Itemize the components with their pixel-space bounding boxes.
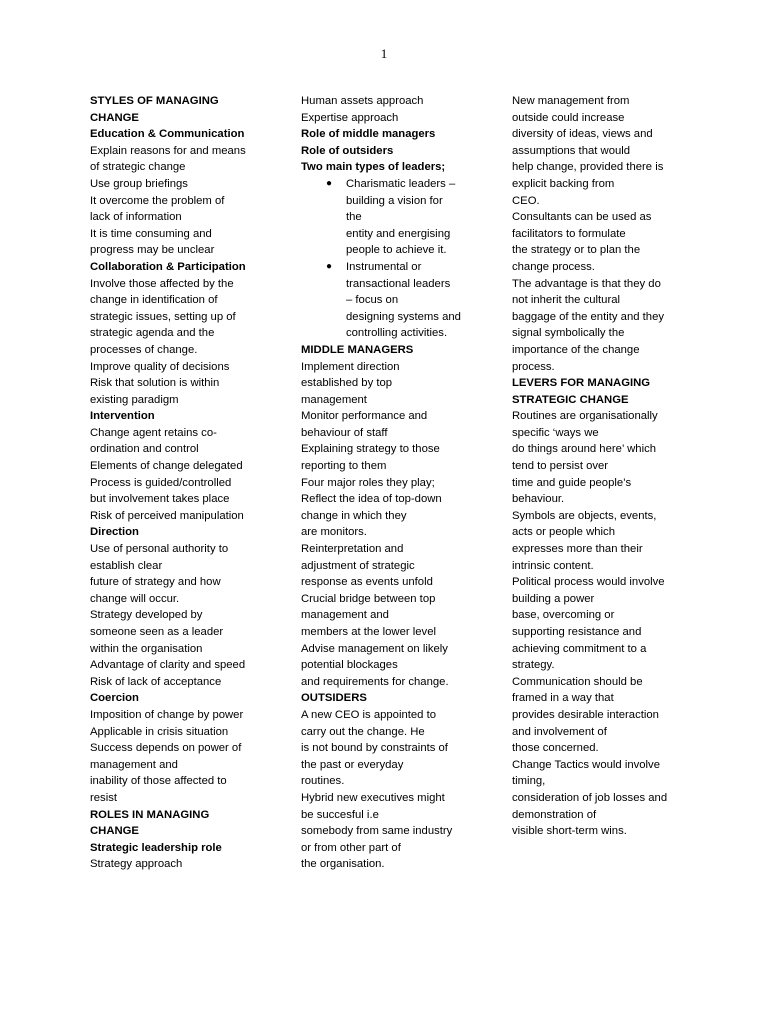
line-text: MIDDLE MANAGERS [301,343,414,356]
line-text: Hybrid new executives might [301,791,445,804]
text-line [512,143,692,160]
text-line [301,392,477,409]
line-text: Role of middle managers [301,128,436,141]
text-line [512,591,692,608]
line-text: Use group briefings [90,177,188,190]
text-line [90,541,270,558]
section-heading [90,93,270,110]
line-text: within the organisation [90,642,203,655]
line-text: inability of those affected to [90,775,227,788]
bullet-icon: ● [326,260,333,272]
line-text: Symbols are objects, events, [512,509,657,522]
text-line [512,309,692,326]
text-line [512,657,692,674]
line-text: Human assets approach [301,95,424,107]
text-line [301,574,477,591]
line-text: Change agent retains co- [90,426,217,439]
bullet-item [301,259,477,276]
text-line [301,757,477,774]
text-line [301,856,477,873]
line-text: strategy. [512,659,555,672]
line-text: establish clear [90,559,163,572]
text-line [90,508,270,525]
text-line [301,773,477,790]
line-text: strategic issues, setting up of [90,310,236,323]
line-text: or from other part of [301,841,401,854]
text-line [301,541,477,558]
line-text: change will occur. [90,592,180,605]
section-heading [90,408,270,425]
line-text: Strategy approach [90,858,183,871]
line-text: specific ‘ways we [512,426,599,439]
line-text: STRATEGIC CHANGE [512,393,629,406]
line-text: signal symbolically the [512,327,625,340]
line-text: management and [301,609,389,622]
text-line [512,607,692,624]
text-line [512,674,692,691]
text-column-3 [512,93,692,840]
line-text: Strategy developed by [90,609,203,622]
text-line [301,276,477,293]
text-line [512,807,692,824]
text-line [301,624,477,641]
line-text: acts or people which [512,526,615,539]
line-text: Elements of change delegated [90,460,243,473]
line-text: New management from [512,95,630,107]
text-line [512,408,692,425]
line-text: the [346,211,362,224]
line-text: Crucial bridge between top [301,592,436,605]
section-heading [90,840,270,857]
text-line [90,159,270,176]
text-line [301,524,477,541]
text-line [301,408,477,425]
text-line [90,740,270,757]
line-text: Two main types of leaders; [301,161,446,174]
text-line [90,491,270,508]
text-line [301,591,477,608]
text-line [90,392,270,409]
text-line [301,475,477,492]
line-text: Reinterpretation and [301,543,404,556]
text-line [301,93,477,110]
line-text: is not bound by constraints of [301,742,448,755]
line-text: diversity of ideas, views and [512,128,653,141]
line-text: Advantage of clarity and speed [90,659,246,672]
text-line [90,176,270,193]
line-text: Reflect the idea of top-down [301,493,442,506]
text-line [512,757,692,774]
text-line [90,359,270,376]
section-heading [301,342,477,359]
line-text: members at the lower level [301,626,436,638]
text-line [301,674,477,691]
text-line [512,259,692,276]
text-line [90,242,270,259]
text-line [512,226,692,243]
text-line [301,441,477,458]
text-line [90,209,270,226]
line-text: supporting resistance and [512,626,642,638]
line-text: established by top [301,377,393,390]
line-text: A new CEO is appointed to [301,708,437,721]
line-text: achieving commitment to a [512,642,647,655]
section-heading [512,392,692,409]
line-text: Imposition of change by power [90,708,244,721]
text-line [301,375,477,392]
text-line [512,707,692,724]
line-text: people to achieve it. [346,244,447,257]
line-text: Change Tactics would involve [512,758,660,771]
line-text: not inherit the cultural [512,294,621,307]
text-line [90,657,270,674]
text-line [301,641,477,658]
line-text: Routines are organisationally [512,410,658,423]
text-line [301,359,477,376]
text-line [301,325,477,342]
line-text: CHANGE [90,825,139,838]
text-line [512,690,692,707]
line-text: Charismatic leaders – [346,177,456,190]
text-line [301,209,477,226]
text-line [301,226,477,243]
text-line [90,375,270,392]
text-line [301,508,477,525]
line-text: facilitators to formulate [512,227,626,240]
text-line [301,458,477,475]
text-line [90,193,270,210]
text-line [301,425,477,442]
text-line [512,93,692,110]
text-line [90,458,270,475]
text-line [512,276,692,293]
line-text: expresses more than their [512,543,643,556]
text-line [90,607,270,624]
line-text: CHANGE [90,111,139,124]
line-text: controlling activities. [346,327,448,340]
text-column-2 [301,93,477,873]
text-line [512,624,692,641]
line-text: are monitors. [301,526,367,539]
text-line [512,126,692,143]
line-text: Process is guided/controlled [90,476,232,489]
section-heading [90,126,270,143]
line-text: help change, provided there is [512,161,664,174]
line-text: Success depends on power of [90,742,242,755]
line-text: behaviour of staff [301,426,388,439]
line-text: Advise management on likely [301,642,448,655]
line-text: outside could increase [512,111,625,124]
text-line [90,292,270,309]
text-line [90,856,270,873]
line-text: processes of change. [90,343,198,356]
line-text: reporting to them [301,460,387,473]
section-heading [512,375,692,392]
line-text: behaviour. [512,493,565,506]
line-text: the strategy or to plan the [512,244,641,257]
line-text: Monitor performance and [301,410,428,423]
line-text: the past or everyday [301,758,404,771]
line-text: Direction [90,526,139,539]
text-line [512,242,692,259]
text-line [90,641,270,658]
section-heading [90,823,270,840]
text-line [512,740,692,757]
section-heading [90,259,270,276]
section-heading [301,143,477,160]
text-line [90,309,270,326]
text-line [512,724,692,741]
text-line [90,276,270,293]
line-text: resist [90,791,117,804]
line-text: be succesful i.e [301,808,379,821]
text-line [90,226,270,243]
text-line [301,242,477,259]
line-text: Collaboration & Participation [90,260,246,273]
line-text: visible short-term wins. [512,825,627,838]
line-text: but involvement takes place [90,493,230,506]
line-text: explicit backing from [512,177,615,190]
text-line [512,193,692,210]
text-line [512,823,692,840]
text-line [90,707,270,724]
text-line [512,558,692,575]
text-line [512,773,692,790]
text-line [301,840,477,857]
line-text: designing systems and [346,310,461,323]
text-line [90,425,270,442]
line-text: existing paradigm [90,393,179,406]
line-text: CEO. [512,194,540,207]
line-text: and requirements for change. [301,675,449,688]
text-line [301,309,477,326]
text-line [512,541,692,558]
line-text: transactional leaders [346,277,451,290]
text-line [512,441,692,458]
text-line [301,724,477,741]
text-line [301,607,477,624]
line-text: change in identification of [90,294,218,307]
section-heading [90,690,270,707]
text-line [90,475,270,492]
section-heading [90,807,270,824]
line-text: intrinsic content. [512,559,594,572]
text-line [90,342,270,359]
text-line [90,624,270,641]
text-line [301,193,477,210]
line-text: OUTSIDERS [301,692,367,705]
text-line [512,574,692,591]
text-line [90,558,270,575]
line-text: Communication should be [512,675,643,688]
line-text: framed in a way that [512,692,614,705]
text-line [90,674,270,691]
text-line [512,524,692,541]
line-text: Intervention [90,410,155,423]
line-text: The advantage is that they do [512,277,661,290]
line-text: provides desirable interaction [512,708,659,721]
line-text: Instrumental or [346,260,422,273]
text-line [301,657,477,674]
line-text: Role of outsiders [301,144,394,157]
text-line [90,724,270,741]
text-line [512,292,692,309]
line-text: ROLES IN MANAGING [90,808,210,821]
bullet-icon: ● [326,177,333,189]
line-text: strategic agenda and the [90,327,215,340]
line-text: Education & Communication [90,128,245,141]
line-text: Explain reasons for and means [90,144,246,157]
section-heading [301,126,477,143]
text-line [90,574,270,591]
line-text: lack of information [90,211,182,224]
text-line [512,342,692,359]
line-text: those concerned. [512,742,599,755]
text-line [512,491,692,508]
line-text: Strategic leadership role [90,841,222,854]
line-text: STYLES OF MANAGING [90,95,219,107]
text-line [512,790,692,807]
line-text: importance of the change [512,343,640,356]
page-number: 1 [380,46,388,61]
line-text: Political process would involve [512,576,665,589]
line-text: Four major roles they play; [301,476,435,489]
text-line [512,425,692,442]
section-heading [301,690,477,707]
line-text: Involve those affected by the [90,277,234,290]
line-text: baggage of the entity and they [512,310,665,323]
line-text: management [301,393,367,406]
text-line [301,790,477,807]
text-column-1 [90,93,270,873]
line-text: demonstration of [512,808,597,821]
text-line [512,458,692,475]
line-text: building a power [512,592,595,605]
section-heading [90,524,270,541]
line-text: routines. [301,775,345,788]
section-heading [301,159,477,176]
line-text: and involvement of [512,725,607,738]
text-line [512,176,692,193]
text-line [301,491,477,508]
line-text: Risk of perceived manipulation [90,509,244,522]
line-text: Use of personal authority to [90,543,229,556]
line-text: of strategic change [90,161,186,174]
line-text: the organisation. [301,858,385,871]
line-text: someone seen as a leader [90,626,224,638]
text-line [512,159,692,176]
line-text: Expertise approach [301,111,399,124]
line-text: timing, [512,775,546,788]
line-text: somebody from same industry [301,825,453,838]
text-line [301,807,477,824]
line-text: consideration of job losses and [512,791,668,804]
text-line [301,823,477,840]
line-text: Risk of lack of acceptance [90,675,222,688]
line-text: time and guide people’s [512,476,632,489]
text-line [90,773,270,790]
line-text: tend to persist over [512,460,609,473]
text-line [90,591,270,608]
text-line [90,790,270,807]
line-text: potential blockages [301,659,398,672]
line-text: adjustment of strategic [301,559,415,572]
text-line [512,325,692,342]
section-heading [90,110,270,127]
line-text: change process. [512,260,595,273]
line-text: Implement direction [301,360,400,373]
text-line [512,508,692,525]
line-text: base, overcoming or [512,609,615,622]
line-text: entity and energising [346,227,451,240]
line-text: Explaining strategy to those [301,443,440,456]
line-text: Consultants can be used as [512,211,652,224]
text-line [512,110,692,127]
text-line [301,707,477,724]
line-text: response as events unfold [301,576,433,589]
bullet-item [301,176,477,193]
line-text: Improve quality of decisions [90,360,230,373]
line-text: building a vision for [346,194,443,207]
line-text: LEVERS FOR MANAGING [512,377,651,390]
line-text: management and [90,758,178,771]
text-line [301,292,477,309]
text-line [301,110,477,127]
text-line [90,143,270,160]
line-text: process. [512,360,555,373]
line-text: – focus on [346,294,399,307]
text-line [90,757,270,774]
text-line [90,441,270,458]
line-text: change in which they [301,509,407,522]
line-text: progress may be unclear [90,244,215,257]
line-text: It overcome the problem of [90,194,225,207]
text-line [512,641,692,658]
line-text: assumptions that would [512,144,631,157]
line-text: It is time consuming and [90,227,212,240]
text-line [301,558,477,575]
text-line [512,209,692,226]
text-line [90,325,270,342]
line-text: Coercion [90,692,139,705]
text-line [512,475,692,492]
line-text: future of strategy and how [90,576,221,589]
line-text: carry out the change. He [301,725,425,738]
line-text: do things around here’ which [512,443,657,456]
text-line [301,740,477,757]
line-text: Risk that solution is within [90,377,220,390]
text-line [512,359,692,376]
line-text: ordination and control [90,443,199,456]
line-text: Applicable in crisis situation [90,725,229,738]
